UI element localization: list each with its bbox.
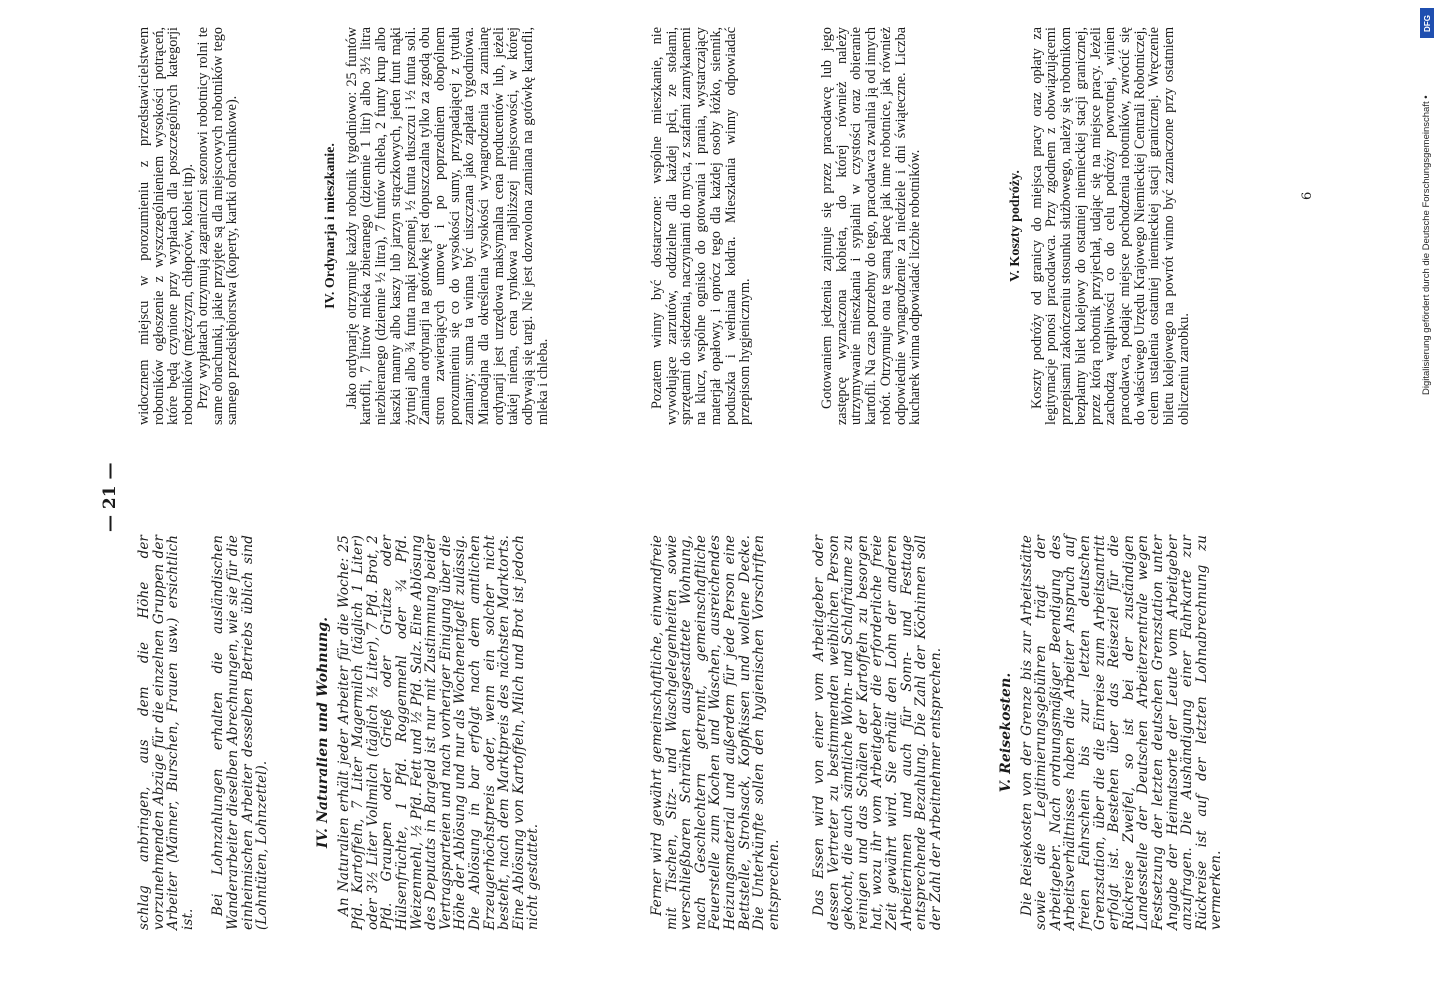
polish-paragraph-6: Koszty podróży od granicy do miejsca pracy oraz opłaty za legitymacje ponosi pracodawca. Przy zgodnem z obowiązującemi przepisami zakończeniu stosunku służbowego, należy się robotnikom bezpłatny bilet kolejowy do ostatniej niemieckiej stacji granicznej, przez którą robotnik przyjechał, udając się na miejsce pracy. Jeżeli zachodzą wątpliwości co do celu podróży powrotnej, winien pracodawca, podając miejsce pochodzenia robotników, zwrócić się do właściwego Urzędu Krajowego Niemieckiej Centrali Robotniczej, celem ustalenia ostatniej niemieckiej stacji granicznej. Wręczenie biletu kolejowego na powrót winno być zaznaczone przy ostatniem obliczeniu zarobku. xyxy=(1028,27,1192,425)
german-column-d xyxy=(812,535,992,930)
polish-paragraph-4: Pozatem winny być dostarczone: wspólne mieszkanie, nie wywołujące zarzutów, oddzielne dla każdej płci, ze stołami, sprzętami do siedzenia, naczyniami do mycia, z szafami zamykanemi na klucz, wspólne ognisko do gotowania i prania, wystarczający materjał opałowy, i oprócz tego dla każdej osoby łóżko, siennik, poduszka i wełniana kołdra. Mieszkania winny odpowiadać przepisom hygjenicznym. xyxy=(649,27,754,425)
german-heading-naturalien: IV. Naturalien und Wohnung. xyxy=(315,616,331,849)
german-column-c xyxy=(650,535,810,930)
polish-column-c xyxy=(650,27,820,425)
german-column-e xyxy=(985,535,1245,930)
german-paragraph-5: Das Essen wird von einer vom Arbeitgeber oder dessen Vertreter zu bestimmenden weiblichen Person gekocht, die auch sämtliche Wohn- und Schlafräume zu reinigen und das Schälen der Kartoffeln zu besorgen hat, wozu ihr vom Arbeitgeber die erforderliche freie Zeit gewährt wird. Sie erhält den Lohn der anderen Arbeiterinnen und auch für Sonn- und Festtage entsprechende Bezahlung. Die Zahl der Köchinnen soll der Zahl der Arbeitnehmer entsprechen. xyxy=(811,535,944,930)
polish-heading-ordynarja: IV. Ordynarja i mieszkanie. xyxy=(323,143,338,309)
polish-column-d xyxy=(820,27,1000,425)
polish-column-b xyxy=(310,27,640,425)
polish-paragraph-2: Przy wypłatach otrzymują zagraniczni sezonowi robotnicy rolni te same obrachunki, jakie przyjęte są dla miejscowych robotników tego samego przedsiębiorstwa (koperty, kartki obrachunkowe). xyxy=(194,27,241,425)
polish-paragraph-3: Jako ordynarję otrzymuje każdy robotnik tygodniowo: 25 funtów kartofli, 7 litrów mleka zbieranego (dziennie 1 litr) albo 3½ litra niezbieranego (dziennie ½ litra), 7 funtów chleba, 2 funty krup albo kaszki manny albo kaszy lub jarzyn strączkowych, jeden funt mąki żytniej albo ¾ funta mąki pszennej, ½ funta tłuszczu i ½ funta soli. Zamiana ordynarji na gotówkę jest dopuszczalna tylko za zgodą obu stron zawierających umowę i po poprzedniem obopólnem porozumieniu się co do wysokości sumy, przypadającej z tytułu zamiany; suma ta winna być uiszczana jako zapłata tygodniowa. Miarodajna dla określenia wysokości wynagrodzenia za zamianę ordynarji jest urzędowa maksymalna cena producentów lub, jeżeli takiej niema, cena rynkowa najbliższej miejscowości, w której odbywają się targi. Nie jest dozwolona zamiana na gotówkę kartofli, mleka i chleba. xyxy=(343,27,551,425)
polish-column-e xyxy=(995,27,1275,425)
polish-column-a xyxy=(137,27,317,425)
german-paragraph-2: Bei Lohnzahlungen erhalten die ausländischen Wanderarbeiter dieselben Abrechnungen, wie sie für die einheimischen Arbeiter desselben Betriebs üblich sind (Lohntüten, Lohnzettel). xyxy=(210,535,271,930)
polish-heading-koszty: V. Koszty podróży. xyxy=(1008,170,1023,282)
dfg-credit-text: Digitalisierung gefördert durch die Deutsche Forschungsgemeinschaft • xyxy=(1421,95,1432,395)
footer-number: 6 xyxy=(1300,191,1315,200)
dfg-logo: DFG xyxy=(1420,8,1434,38)
german-column-a xyxy=(136,535,271,930)
german-paragraph-3: An Naturalien erhält jeder Arbeiter für die Woche: 25 Pfd. Kartoffeln, 7 Liter Magermilch (täglich 1 Liter) oder 3½ Liter Vollmilch (täglich ½ Liter), 7 Pfd. Brot, 2 Pfd. Graupen oder Grieß oder Grütze oder Hülsenfrüchte, 1 Pfd. Roggenmehl oder ¾ Pfd. Weizenmehl, ½ Pfd. Fett und ½ Pfd. Salz. Eine Ablösung des Deputats in Bargeld ist nur mit Zustimmung beider Vertragsparteien und nach vorheriger Einigung über die Höhe der Ablösung und nur als Wochenentgelt zulässig. Die Ablösung in bar erfolgt nach dem amtlichen Erzeugerhöchstpreis oder, wenn ein solcher nicht besteht, nach dem Marktpreis des nächsten Marktorts. Eine Ablösung von Kartoffeln, Milch und Brot ist jedoch nicht gestattet. xyxy=(335,535,542,930)
polish-paragraph-5: Gotowaniem jedzenia zajmuje się przez pracodawcę lub jego zastępcę wyznaczona kobieta, do której również należy utrzymywanie mieszkania i sypialni w czystości oraz obieranie kartofli. Na czas potrzebny do tego, pracodawca zwalnia ją od innych robót. Otrzymuje ona tę samą płacę jak inne robotnice, jak również odpowiednie wynagrodzenie za niedziele i dni świąteczne. Liczba kucharek winna odpowiadać liczbie robotników. xyxy=(819,27,924,425)
polish-paragraph-1: widocznem miejscu w porozumieniu z przedstawicielstwem robotników ogłoszenie z wyszczególnieniem wysokości potrąceń, które będą czynione przy wypłatach dla poszczególnych kategorji robotników (mężczyzn, chłopców, kobiet itp). xyxy=(136,27,197,425)
german-paragraph-4: Ferner wird gewährt gemeinschaftliche, einwandfreie mit Tischen, Sitz- und Waschgelegenheiten sowie verschließbaren Schränken ausgestattete Wohnung, nach Geschlechtern getrennt, gemeinschaftliche Feuerstelle zum Kochen und Waschen, ausreichendes Heizungsmaterial und außerdem für jede Person eine Bettstelle, Strohsack, Kopfkissen und wollene Decke. Die Unterkünfte sollen den hygienischen Vorschriften entsprechen. xyxy=(649,535,782,930)
german-column-b xyxy=(302,535,602,930)
german-paragraph-6: Die Reisekosten von der Grenze bis zur Arbeitsstätte sowie die Legitimierungsgebühren trägt der Arbeitgeber. Nach ordnungsmäßiger Beendigung des Arbeitsverhältnisses haben die Arbeiter Anspruch auf freien Fahrschein bis zur letzten deutschen Grenzstation, über die die Einreise zum Arbeitsantritt erfolgt ist. Bestehen über das Reiseziel für die Rückreise Zweifel, so ist bei der zuständigen Landesstelle der Deutschen Arbeiterzentrale wegen Festsetzung der letzten deutschen Grenzstation unter Angabe der Heimatsorte der Leute vom Arbeitgeber anzufragen. Die Aushändigung einer Fahrkarte zur Rückreise ist auf der letzten Lohnabrechnung zu vermerken. xyxy=(1018,535,1225,930)
german-paragraph-1: schlag anbringen, aus dem die Höhe der vorzunehmenden Abzüge für die einzelnen Gruppen der Arbeiter (Männer, Burschen, Frauen usw.) ersichtlich ist. xyxy=(136,535,196,930)
german-heading-reisekosten: V. Reisekosten. xyxy=(998,672,1014,793)
page-number: — 21 — xyxy=(100,462,120,532)
